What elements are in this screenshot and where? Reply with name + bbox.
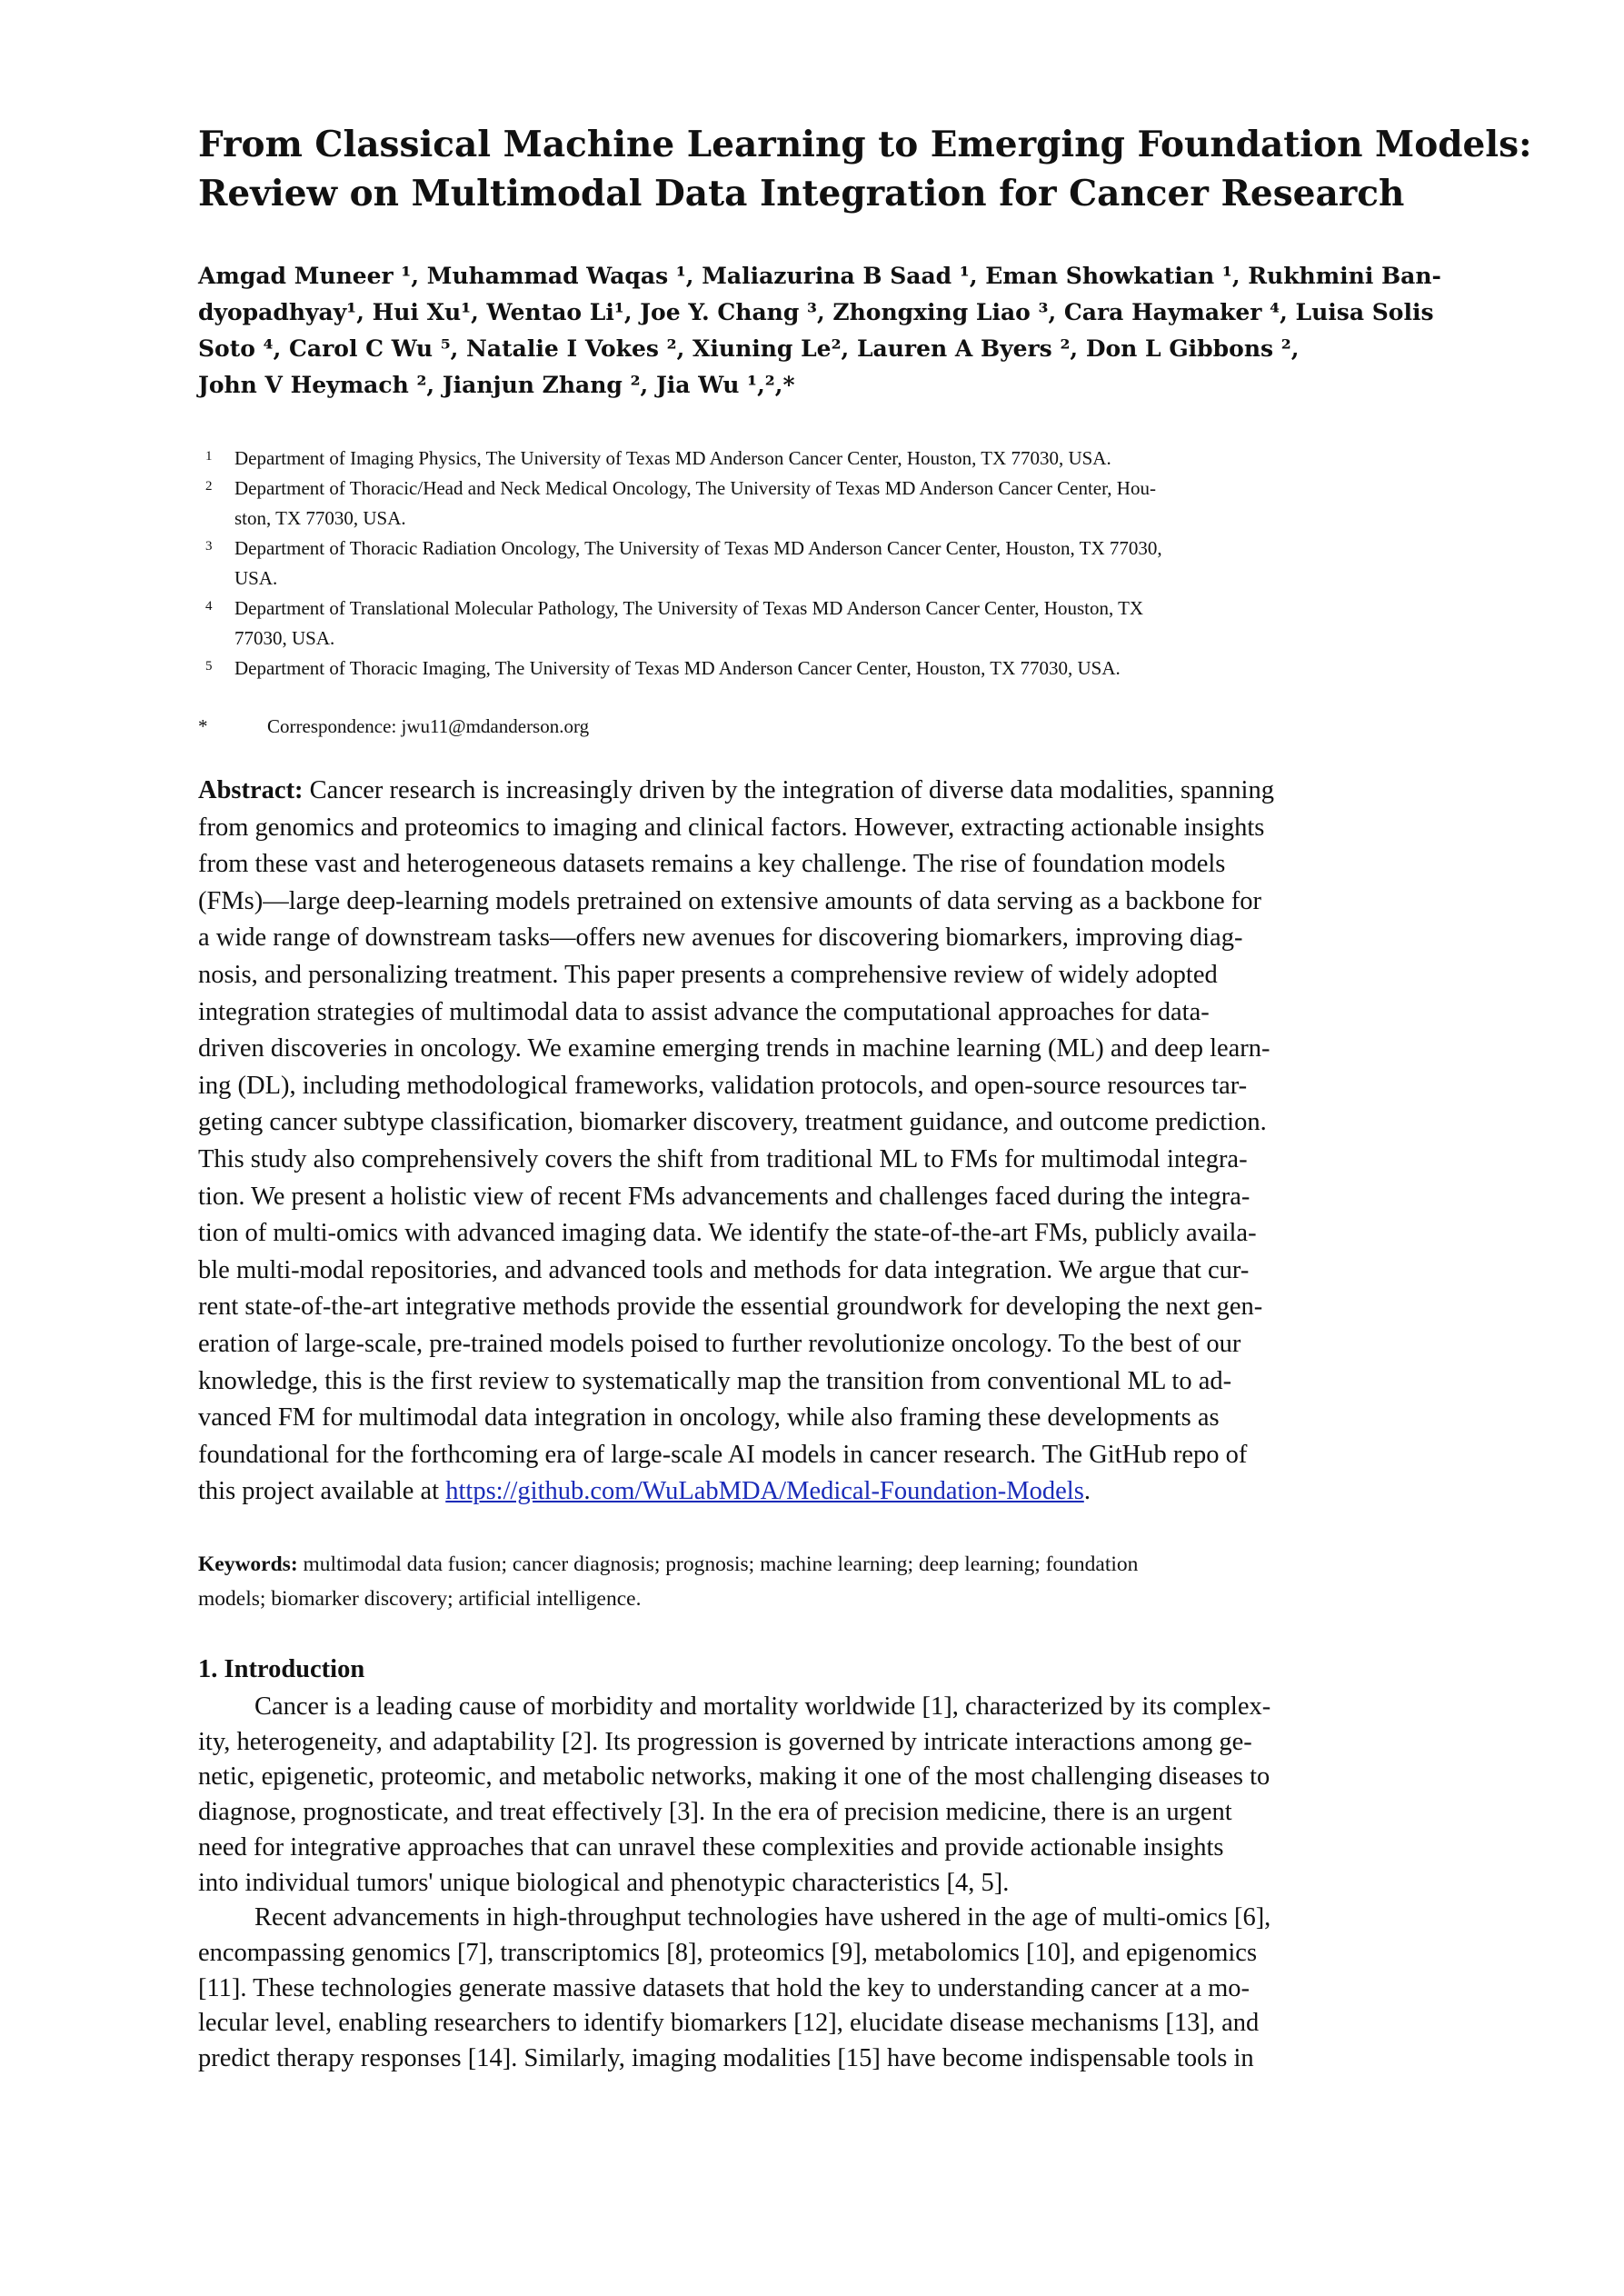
affiliation-number: 2	[205, 479, 213, 494]
abstract-line: This study also comprehensively covers the shift from traditional ML to FMs for multimodal integra-	[198, 1144, 1248, 1173]
affiliation-text: Department of Thoracic Imaging, The University of Texas MD Anderson Cancer Center, Houston, TX 77030, USA.	[234, 657, 1121, 679]
paragraph-line: lecular level, enabling researchers to identify biomarkers [12], elucidate disease mechanisms [13], and	[198, 2009, 1260, 2038]
affiliation-item	[198, 534, 1443, 594]
abstract-line: tion of multi-omics with advanced imaging data. We identify the state-of-the-art FMs, publicly availa-	[198, 1219, 1257, 1248]
abstract-line: knowledge, this is the first review to systematically map the transition from conventional ML to ad-	[198, 1366, 1232, 1395]
correspondence	[198, 713, 1380, 740]
abstract-label: Abstract:	[198, 776, 304, 804]
abstract-line: foundational for the forthcoming era of large-scale AI models in cancer research. The GitHub repo of	[198, 1440, 1248, 1469]
author-list	[198, 258, 1441, 404]
abstract-line: eration of large-scale, pre-trained models poised to further revolutionize oncology. To the best of our	[198, 1329, 1241, 1358]
abstract-line: geting cancer subtype classification, biomarker discovery, treatment guidance, and outcome prediction.	[198, 1108, 1267, 1137]
paragraph-line: diagnose, prognosticate, and treat effectively [3]. In the era of precision medicine, there is an urgent	[198, 1798, 1232, 1827]
keywords	[198, 1547, 1434, 1616]
paragraph-line: ity, heterogeneity, and adaptability [2]. Its progression is governed by intricate interactions among ge-	[198, 1727, 1252, 1756]
affiliation-item	[198, 594, 1443, 654]
keywords-label: Keywords:	[198, 1552, 298, 1576]
affiliation-text: Department of Thoracic/Head and Neck Medical Oncology, The University of Texas MD Anderson Cancer Center, Hou-	[234, 477, 1156, 499]
affiliation-number: 1	[205, 449, 213, 464]
paragraph-line: predict therapy responses [14]. Similarly, imaging modalities [15] have become indispensable tools in	[198, 2044, 1254, 2073]
github-repo-link[interactable]: https://github.com/WuLabMDA/Medical-Foundation-Models	[445, 1477, 1084, 1506]
introduction-body	[198, 1690, 1434, 2077]
affiliation-item	[198, 654, 1443, 684]
keywords-line: models; biomarker discovery; artificial intelligence.	[198, 1587, 642, 1611]
abstract-line: (FMs)—large deep-learning models pretrained on extensive amounts of data serving as a backbone for	[198, 886, 1261, 915]
abstract-line: integration strategies of multimodal data to assist advance the computational approaches for data-	[198, 997, 1210, 1026]
paragraph-line: netic, epigenetic, proteomic, and metabolic networks, making it one of the most challenging diseases to	[198, 1762, 1270, 1792]
affiliation-item	[198, 444, 1443, 474]
abstract-line: from genomics and proteomics to imaging and clinical factors. However, extracting actionable insights	[198, 813, 1265, 842]
keywords-line	[198, 1547, 1434, 1582]
affiliation-list	[198, 444, 1443, 684]
affiliation-text: Department of Translational Molecular Pathology, The University of Texas MD Anderson Cancer Center, Houston, TX	[234, 597, 1144, 619]
abstract-line: ing (DL), including methodological frameworks, validation protocols, and open-source resources tar-	[198, 1071, 1248, 1100]
author-line: John V Heymach ², Jianjun Zhang ², Jia Wu ¹,²,*	[198, 372, 795, 398]
abstract	[198, 773, 1434, 1511]
affiliation-number: 4	[205, 599, 213, 614]
paragraph-line: encompassing genomics [7], transcriptomics [8], proteomics [9], metabolomics [10], and epigenomics	[198, 1938, 1258, 1967]
abstract-line: nosis, and personalizing treatment. This paper presents a comprehensive review of widely adopted	[198, 960, 1218, 989]
abstract-text: Cancer research is increasingly driven by the integration of diverse data modalities, spanning	[309, 776, 1274, 804]
abstract-line	[198, 1473, 1434, 1511]
abstract-line: rent state-of-the-art integrative methods provide the essential groundwork for developing the next gen-	[198, 1293, 1263, 1322]
title-line: Review on Multimodal Data Integration for Cancer Research	[198, 173, 1405, 215]
abstract-line	[198, 773, 1434, 810]
affiliation-number: 5	[205, 659, 213, 674]
section-heading-introduction: 1. Introduction	[198, 1655, 365, 1683]
author-line: dyopadhyay¹, Hui Xu¹, Wentao Li¹, Joe Y. Chang ³, Zhongxing Liao ³, Cara Haymaker ⁴, Luisa Solis	[198, 299, 1434, 325]
correspondence-text: Correspondence: jwu11@mdanderson.org	[267, 715, 590, 737]
paragraph-line: [11]. These technologies generate massive datasets that hold the key to understanding cancer at a mo-	[198, 1973, 1250, 2002]
affiliation-text: Department of Imaging Physics, The University of Texas MD Anderson Cancer Center, Houston, TX 77030, USA.	[234, 447, 1111, 469]
affiliation-text: Department of Thoracic Radiation Oncology, The University of Texas MD Anderson Cancer Center, Houston, TX 77030,	[234, 537, 1162, 559]
abstract-line: a wide range of downstream tasks—offers new avenues for discovering biomarkers, improving diag-	[198, 923, 1243, 953]
affiliation-number: 3	[205, 539, 213, 554]
keywords-text: multimodal data fusion; cancer diagnosis; prognosis; machine learning; deep learning; foundation	[297, 1552, 1139, 1576]
paragraph-line: need for integrative approaches that can unravel these complexities and provide actionable insights	[198, 1832, 1224, 1862]
title-line: From Classical Machine Learning to Emerging Foundation Models:	[198, 124, 1532, 165]
abstract-line: vanced FM for multimodal data integration in oncology, while also framing these developments as	[198, 1403, 1220, 1433]
paragraph-line: Cancer is a leading cause of morbidity and mortality worldwide [1], characterized by its complex-	[254, 1692, 1271, 1721]
author-line: Amgad Muneer ¹, Muhammad Waqas ¹, Maliazurina B Saad ¹, Eman Showkatian ¹, Rukhmini Ban-	[198, 263, 1441, 289]
abstract-text: .	[1083, 1477, 1091, 1506]
abstract-text: this project available at	[198, 1477, 446, 1506]
correspondence-marker: *	[198, 715, 208, 737]
paragraph-line: into individual tumors' unique biological and phenotypic characteristics [4, 5].	[198, 1868, 1010, 1897]
affiliation-text: USA.	[234, 567, 278, 589]
abstract-line: driven discoveries in oncology. We examine emerging trends in machine learning (ML) and deep learn-	[198, 1034, 1270, 1063]
abstract-line: ble multi-modal repositories, and advanced tools and methods for data integration. We argue that cur-	[198, 1255, 1250, 1284]
affiliation-text: 77030, USA.	[234, 627, 335, 649]
affiliation-text: ston, TX 77030, USA.	[234, 507, 406, 529]
abstract-line: from these vast and heterogeneous datasets remains a key challenge. The rise of foundation models	[198, 850, 1226, 879]
affiliation-item	[198, 474, 1443, 534]
paper-title	[198, 120, 1532, 218]
author-line: Soto ⁴, Carol C Wu ⁵, Natalie I Vokes ², Xiuning Le², Lauren A Byers ², Don L Gibbons ²,	[198, 335, 1300, 362]
abstract-line: tion. We present a holistic view of recent FMs advancements and challenges faced during the integra-	[198, 1182, 1250, 1211]
paragraph-line: Recent advancements in high-throughput technologies have ushered in the age of multi-omics [6],	[254, 1903, 1271, 1932]
